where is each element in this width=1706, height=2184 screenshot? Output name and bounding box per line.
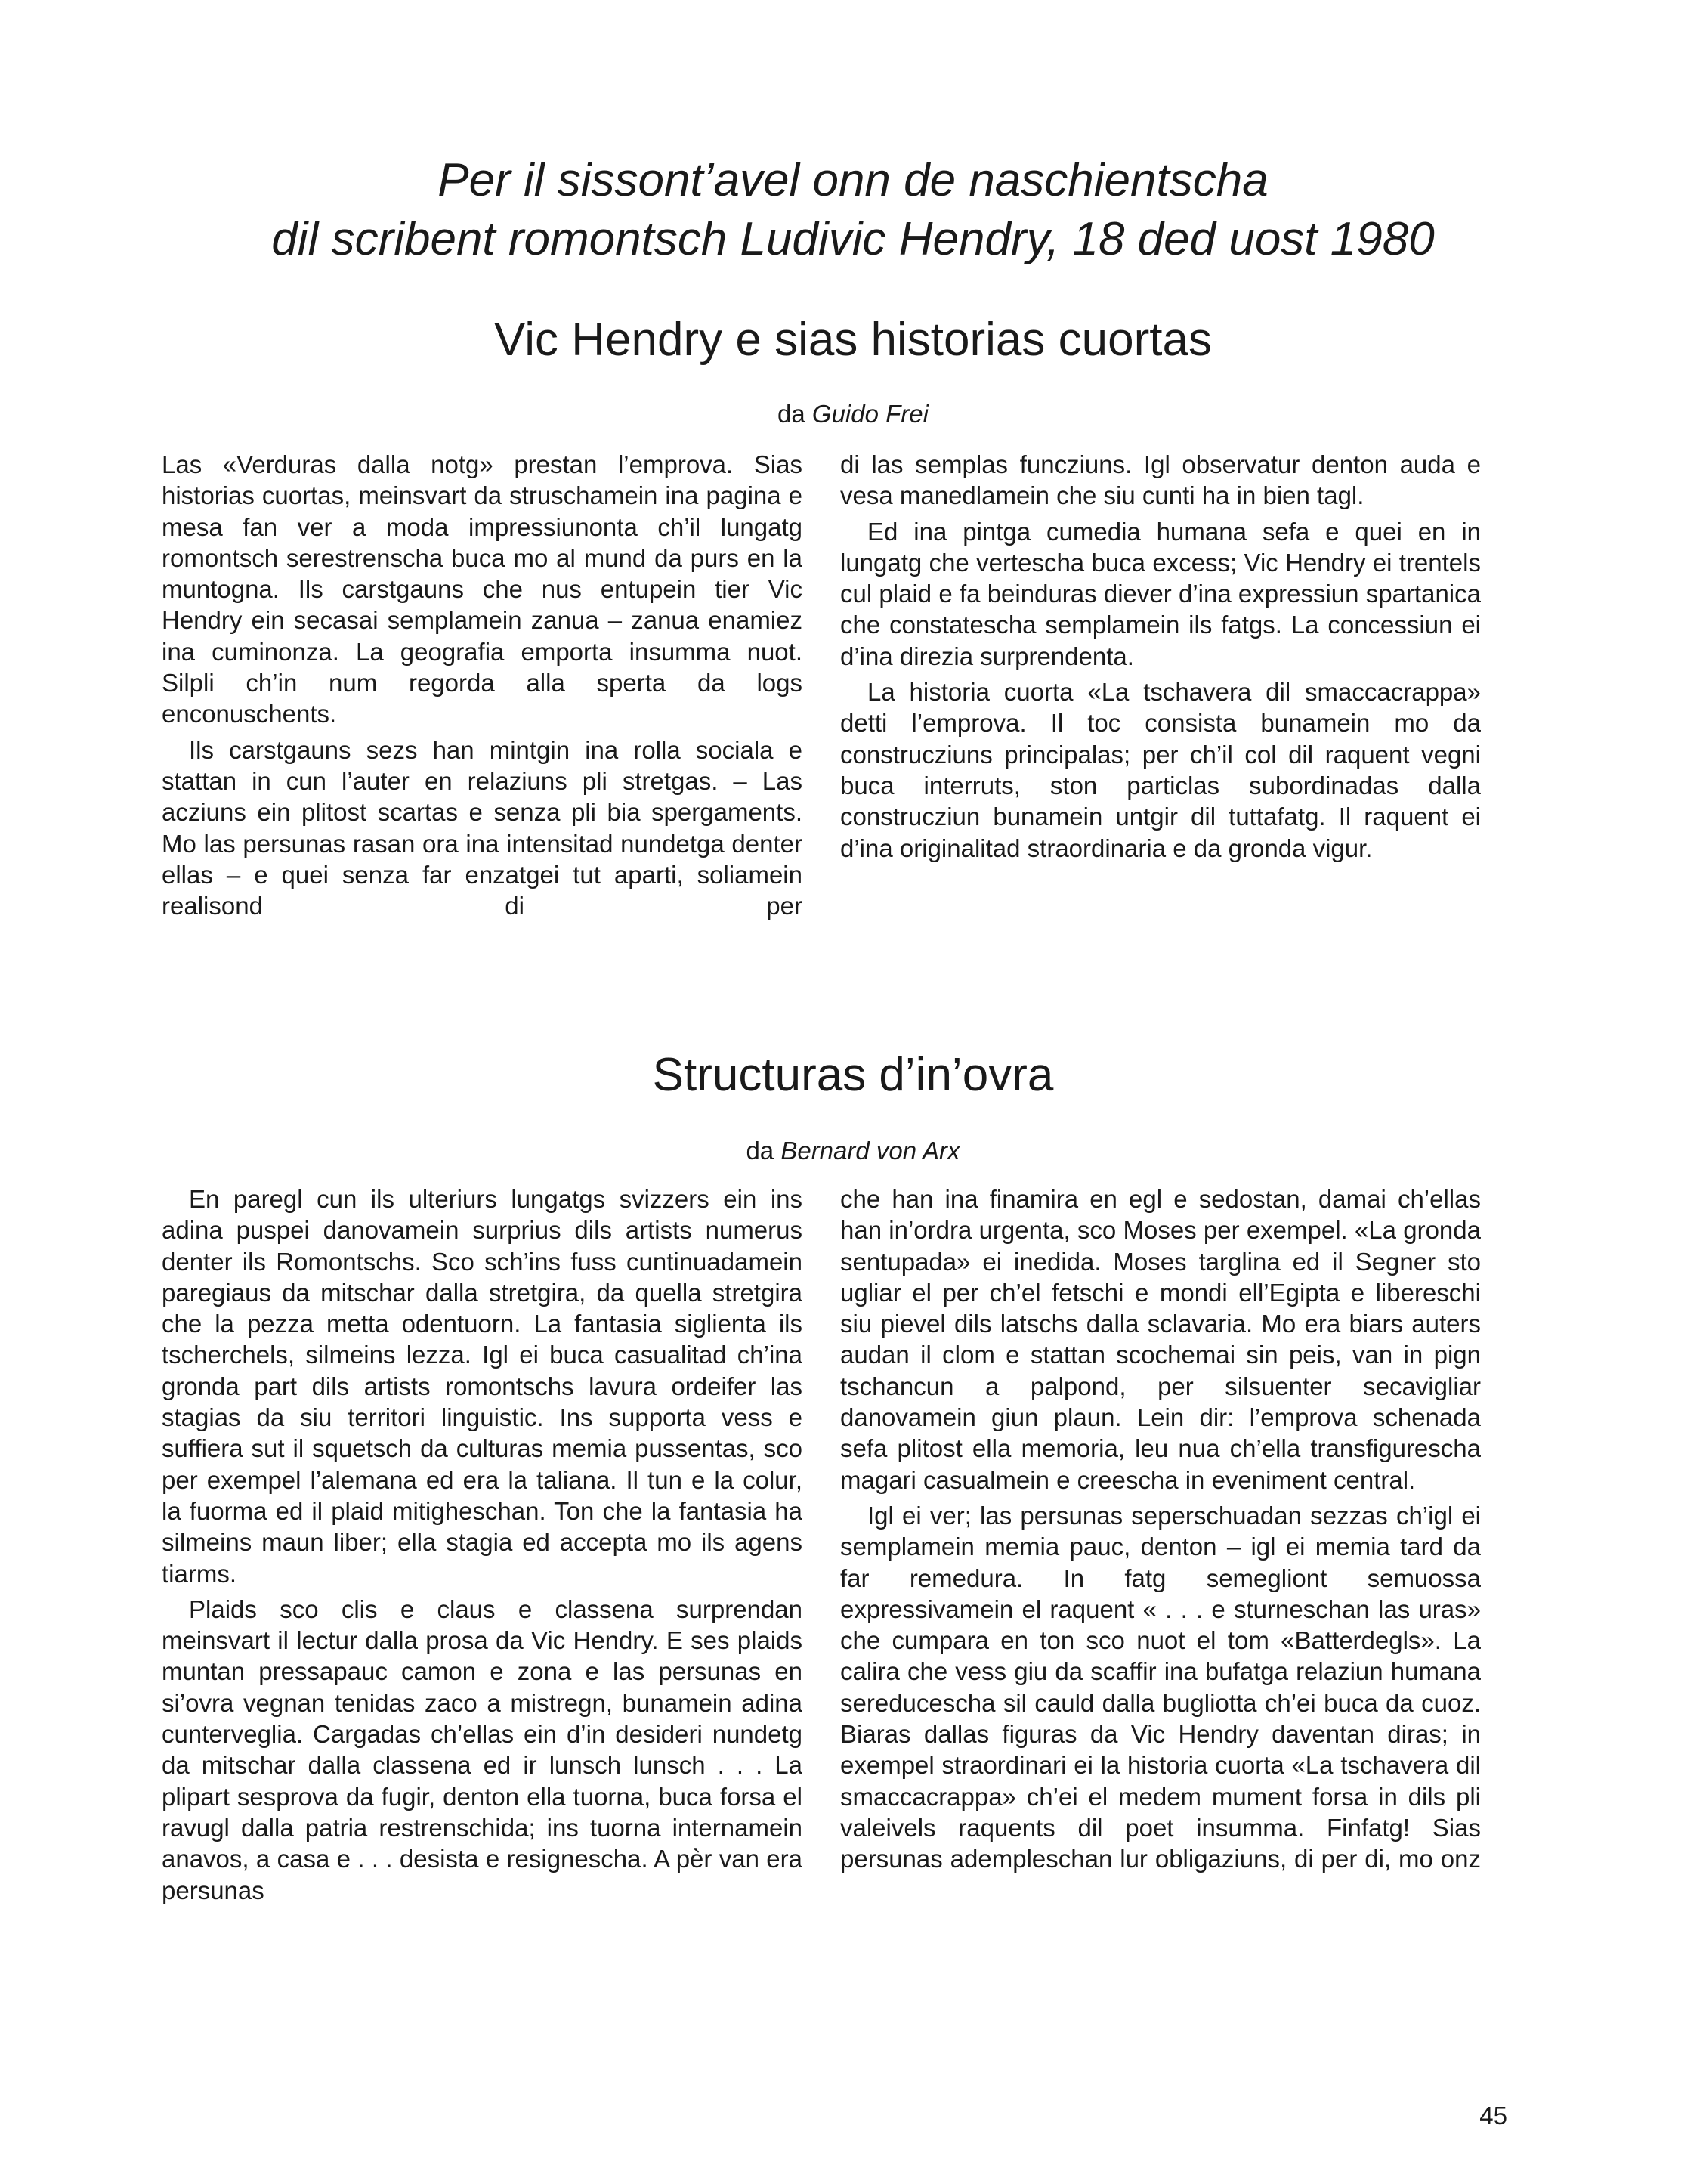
byline-prefix: da: [777, 400, 805, 428]
article-1-column-2: [840, 449, 1481, 864]
article-2-col2-paragraph-1: che han ina finamira en egl e sedostan, damai ch’ellas han in’ordra urgenta, sco Moses per exempel. «La gronda sentupada» ei inedida. Moses targlina ed il Segner sto ugliar el per ch’el fetschi e mondi ell’Egipta e libereschi siu pievel dils latschs dalla sclavaria. Mo era biars auters audan il clom e stattan scochemai sin peis, van in pign tschancun a palpond, per silsuenter secavigliar danovamein giun plaun. Lein dir: l’emprova schenada sefa plitost ella memoria, leu nua ch’ella transfigurescha magari casualmein e creescha in eveniment central.: [840, 1185, 1481, 1494]
article-1-byline: [0, 399, 1706, 429]
article-2-col2-paragraph-2: Igl ei ver; las persunas seperschuadan sezzas ch’igl ei semplamein memia pauc, denton – igl ei memia tard da far remedura. In fatg semegliont semuossa expressivamein el raquent « . . . e sturneschan las uras» che cumpara en ton sco nuot el tom «Batterdegls». La calira che vess giu da scaffir ina bufatga relaziun humana sereducescha sil cauld dalla bugliotta ch’ei buca da cuoz. Biaras dallas figuras da Vic Hendry daventan diras; in exempel straordinari ei la historia cuorta «La tschavera dil smaccacrappa» ch’ei el medem mument forsa in dils pli valeivels raquents dil poet insumma. Finfatg! Sias persunas adempleschan lur obligaziuns, di per di, mo onz: [840, 1501, 1481, 1873]
article-2-byline: [0, 1136, 1706, 1166]
page-title-line-2: dil scribent romontsch Ludivic Hendry, 18 ded uost 1980: [271, 213, 1435, 265]
article-2-col1-paragraph-2: Plaids sco clis e claus e classena surprendan meinsvart il lectur dalla prosa da Vic Hendry. E ses plaids muntan pressapauc camon e zona e las persunas en si’ovra vegnan tenidas zaco a mistregn, bunamein adina cunterveglia. Cargadas ch’ellas ein d’in desideri nundetg da mitschar dalla classena ed ir lunsch lunsch . . . La plipart sesprova da fugir, denton ella tuorna, buca forsa el ravugl dalla patria restrenschida; ins tuorna internamein anavos, a casa e . . . desista e resignescha. A pèr van era persunas: [162, 1595, 802, 1904]
byline-prefix: da: [746, 1137, 774, 1165]
article-2-author: Bernard von Arx: [780, 1137, 960, 1165]
article-1-title: Vic Hendry e sias historias cuortas: [494, 314, 1212, 366]
article-1-col2-paragraph-1: di las semplas funcziuns. Igl observatur denton auda e vesa manedlamein che siu cunti ha in bien tagl.: [840, 450, 1481, 510]
page-title-line-1: Per il sissont’avel onn de naschientscha: [437, 154, 1269, 206]
article-2-column-1: [162, 1183, 802, 1906]
article-1-author: Guido Frei: [811, 400, 929, 428]
article-1-col2-paragraph-2: Ed ina pintga cumedia humana sefa e quei en in lungatg che vertescha buca excess; Vic Hendry ei trentels cul plaid e fa beinduras diever d’ina expressiun spartanica che constatescha semplamein ils fatgs. La concessiun ei d’ina direzia surprendenta.: [840, 517, 1481, 670]
article-2-col1-paragraph-1: En paregl cun ils ulteriurs lungatgs svizzers ein ins adina puspei danovamein surprius dils artists numerus denter ils Romontschs. Sco sch’ins fuss cuntinuadamein paregiaus da mitschar dalla stretgira, da quella stretgira che la pezza metta odentuorn. La fantasia siglienta ils tscherchels, silmeins lezza. Igl ei buca casualitad ch’ina gronda part dils artists romontschs lavura ordeifer las stagias da siu territori linguistic. Ins supporta vess e suffiera sut il squetsch da culturas memia pussentas, sco per exempel l’alemana ed era la taliana. Il tun e la colur, la fuorma ed il plaid mitigheschan. Ton che la fantasia ha silmeins maun liber; ella stagia ed accepta mo ils agens tiarms.: [162, 1185, 802, 1588]
article-2-column-2: [840, 1183, 1481, 1875]
page-number: 45: [1479, 2102, 1507, 2130]
article-1-col1-paragraph-2: Ils carstgauns sezs han mintgin ina rolla sociala e stattan in cun l’auter en relaziuns pli stretgas. – Las acziuns ein plitost scartas e senza pli bia spergaments. Mo las persunas rasan ora ina intensitad nundetga denter ellas – e quei senza far enzatgei tut aparti, soliamein realisond di per: [162, 735, 802, 920]
article-2-title: Structuras d’in’ovra: [652, 1049, 1054, 1101]
article-1-col2-paragraph-3: La historia cuorta «La tschavera dil smaccacrappa» detti l’emprova. Il toc consista bunamein mo da construcziuns principalas; per ch’il col dil raquent vegni buca interruts, ston particlas subordinadas dalla construcziun bunamein untgir dil tuttafatg. Il raquent ei d’ina originalitad straordinaria e da gronda vigur.: [840, 678, 1481, 862]
article-1-column-1: [162, 449, 802, 921]
page-title: [0, 151, 1706, 269]
article-1-col1-paragraph-1: Las «Verduras dalla notg» prestan l’emprova. Sias historias cuortas, meinsvart da struschamein ina pagina e mesa fan ver a moda impressiunonta ch’il lungatg romontsch serestrenscha buca mo al mund da purs en la muntogna. Ils carstgauns che nus entupein tier Vic Hendry ein secasai semplamein zanua – zanua enamiez ina cuminonza. La geografia emporta insumma nuot. Silpli ch’in num regorda alla sperta da logs enconuschents.: [162, 450, 802, 729]
